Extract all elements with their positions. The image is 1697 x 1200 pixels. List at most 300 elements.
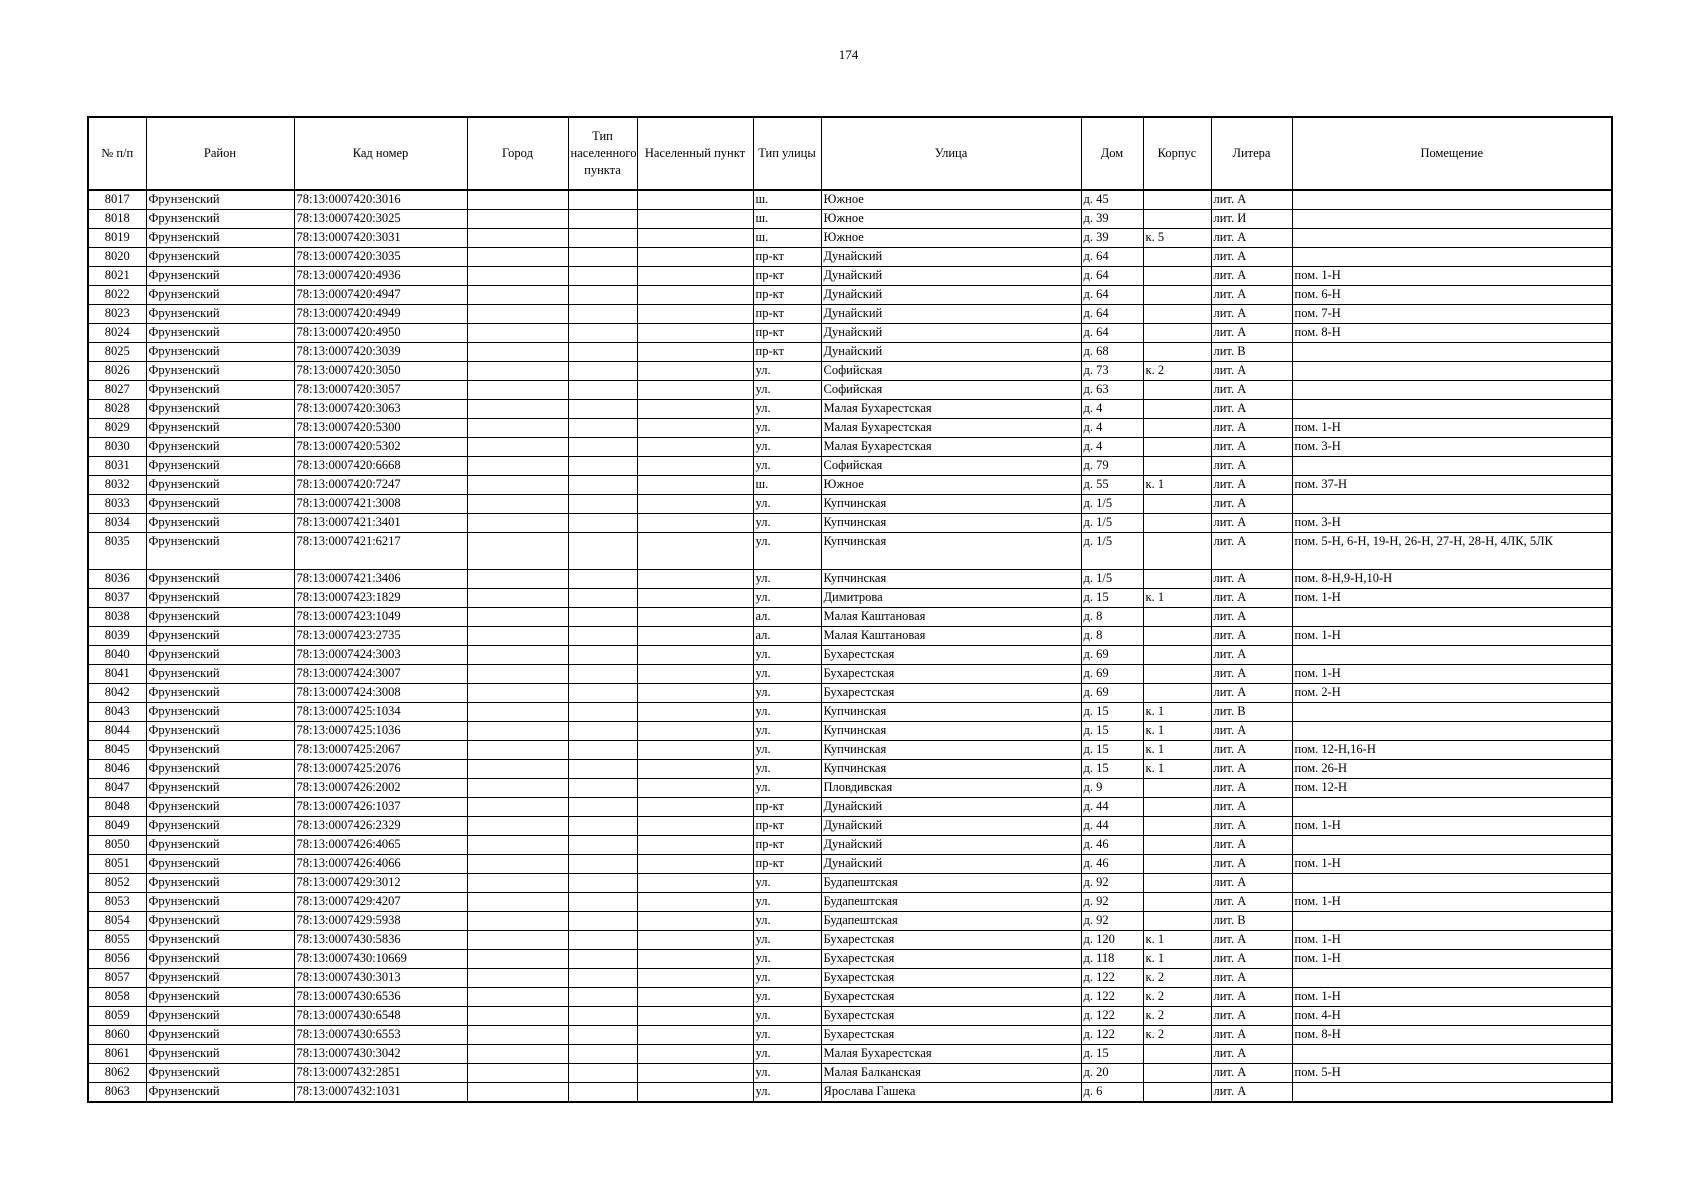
table-row [88,381,1612,400]
cell-building [1143,1064,1211,1083]
cell-building [1143,836,1211,855]
table-row [88,817,1612,836]
cell-house: д. 1/5 [1081,514,1143,533]
cell-premises: пом. 1-Н [1292,665,1612,684]
cell-city [467,950,568,969]
cell-street: Бухарестская [821,950,1081,969]
cell-letter: лит. А [1211,855,1292,874]
cell-cadastral: 78:13:0007430:6536 [294,988,467,1007]
cell-num: 8037 [88,589,146,608]
cell-settlement [637,931,753,950]
cell-street-type: пр-кт [753,836,821,855]
cell-city [467,646,568,665]
cell-letter: лит. А [1211,324,1292,343]
cell-cadastral: 78:13:0007420:3063 [294,400,467,419]
cell-street: Малая Бухарестская [821,400,1081,419]
cell-house: д. 92 [1081,874,1143,893]
cell-city [467,570,568,589]
cell-street: Малая Каштановая [821,608,1081,627]
cell-premises [1292,362,1612,381]
cell-premises [1292,646,1612,665]
cell-street: Малая Каштановая [821,627,1081,646]
cell-settlement-type [568,570,637,589]
cell-house: д. 15 [1081,589,1143,608]
cell-settlement [637,893,753,912]
cell-settlement [637,1026,753,1045]
cell-street-type: пр-кт [753,248,821,267]
cell-cadastral: 78:13:0007430:6553 [294,1026,467,1045]
cell-settlement-type [568,665,637,684]
cell-settlement-type [568,267,637,286]
cell-num: 8017 [88,190,146,210]
cell-num: 8063 [88,1083,146,1103]
cell-cadastral: 78:13:0007430:10669 [294,950,467,969]
cell-num: 8035 [88,533,146,570]
cell-num: 8034 [88,514,146,533]
cell-street: Малая Бухарестская [821,438,1081,457]
cell-cadastral: 78:13:0007424:3007 [294,665,467,684]
cell-district: Фрунзенский [146,362,294,381]
cell-settlement-type [568,495,637,514]
cell-building: к. 1 [1143,476,1211,495]
cell-letter: лит. А [1211,514,1292,533]
cell-letter: лит. А [1211,722,1292,741]
cell-city [467,305,568,324]
cell-district: Фрунзенский [146,286,294,305]
cell-district: Фрунзенский [146,912,294,931]
cell-city [467,419,568,438]
cell-district: Фрунзенский [146,760,294,779]
cell-street-type: пр-кт [753,855,821,874]
cell-cadastral: 78:13:0007425:1036 [294,722,467,741]
cell-num: 8052 [88,874,146,893]
cell-letter: лит. А [1211,248,1292,267]
table-row [88,495,1612,514]
cell-premises: пом. 1-Н [1292,419,1612,438]
cell-street: Бухарестская [821,931,1081,950]
cell-street: Купчинская [821,514,1081,533]
cell-house: д. 120 [1081,931,1143,950]
cell-house: д. 15 [1081,1045,1143,1064]
cell-letter: лит. А [1211,874,1292,893]
cell-city [467,684,568,703]
cell-premises: пом. 7-Н [1292,305,1612,324]
cell-settlement [637,589,753,608]
cell-district: Фрунзенский [146,1045,294,1064]
cell-building [1143,817,1211,836]
cell-house: д. 68 [1081,343,1143,362]
cell-settlement-type [568,741,637,760]
cell-settlement [637,741,753,760]
cell-building [1143,779,1211,798]
cell-city [467,1026,568,1045]
cell-city [467,665,568,684]
cell-district: Фрунзенский [146,665,294,684]
cell-house: д. 1/5 [1081,495,1143,514]
cell-house: д. 4 [1081,400,1143,419]
cell-premises [1292,248,1612,267]
header-letter: Литера [1211,117,1292,190]
cell-premises: пом. 3-Н [1292,514,1612,533]
cell-num: 8026 [88,362,146,381]
cell-letter: лит. А [1211,305,1292,324]
cell-district: Фрунзенский [146,457,294,476]
cell-house: д. 79 [1081,457,1143,476]
cell-num: 8058 [88,988,146,1007]
cell-cadastral: 78:13:0007432:1031 [294,1083,467,1103]
cell-settlement [637,646,753,665]
cell-settlement-type [568,457,637,476]
cell-street-type: пр-кт [753,267,821,286]
cell-cadastral: 78:13:0007425:1034 [294,703,467,722]
cell-premises [1292,836,1612,855]
cell-building: к. 2 [1143,1007,1211,1026]
header-city: Город [467,117,568,190]
cell-settlement-type [568,779,637,798]
cell-house: д. 122 [1081,969,1143,988]
cell-num: 8059 [88,1007,146,1026]
cell-num: 8021 [88,267,146,286]
cell-street: Малая Бухарестская [821,419,1081,438]
cell-cadastral: 78:13:0007430:3042 [294,1045,467,1064]
cell-letter: лит. А [1211,229,1292,248]
cell-cadastral: 78:13:0007420:4936 [294,267,467,286]
cell-settlement [637,779,753,798]
cell-letter: лит. А [1211,779,1292,798]
cell-house: д. 20 [1081,1064,1143,1083]
cell-settlement [637,703,753,722]
cell-settlement [637,722,753,741]
cell-street-type: ул. [753,703,821,722]
cell-settlement-type [568,210,637,229]
cell-cadastral: 78:13:0007432:2851 [294,1064,467,1083]
cell-cadastral: 78:13:0007420:3039 [294,343,467,362]
cell-district: Фрунзенский [146,931,294,950]
cell-building [1143,893,1211,912]
cell-letter: лит. А [1211,950,1292,969]
table-row [88,627,1612,646]
cell-settlement-type [568,533,637,570]
table-row [88,741,1612,760]
cell-house: д. 4 [1081,438,1143,457]
cell-street-type: ул. [753,741,821,760]
cell-settlement [637,343,753,362]
cell-city [467,190,568,210]
cell-premises [1292,969,1612,988]
cell-city [467,229,568,248]
cell-building: к. 1 [1143,950,1211,969]
cell-settlement-type [568,324,637,343]
cell-num: 8031 [88,457,146,476]
cell-cadastral: 78:13:0007421:6217 [294,533,467,570]
table-row [88,950,1612,969]
cell-street-type: пр-кт [753,343,821,362]
cell-city [467,627,568,646]
cell-district: Фрунзенский [146,1007,294,1026]
cell-premises: пом. 1-Н [1292,893,1612,912]
cell-street-type: пр-кт [753,798,821,817]
table-row [88,779,1612,798]
table-row [88,931,1612,950]
cell-num: 8046 [88,760,146,779]
cell-premises [1292,381,1612,400]
cell-district: Фрунзенский [146,381,294,400]
cell-premises: пом. 12-Н,16-Н [1292,741,1612,760]
cell-premises: пом. 12-Н [1292,779,1612,798]
cell-letter: лит. А [1211,533,1292,570]
cell-settlement [637,912,753,931]
cell-cadastral: 78:13:0007420:3025 [294,210,467,229]
table-row [88,286,1612,305]
cell-building: к. 1 [1143,931,1211,950]
cell-premises: пом. 1-Н [1292,988,1612,1007]
cell-settlement-type [568,722,637,741]
cell-premises: пом. 37-Н [1292,476,1612,495]
cell-house: д. 39 [1081,210,1143,229]
cell-district: Фрунзенский [146,1064,294,1083]
cell-building [1143,381,1211,400]
cell-street: Дунайский [821,305,1081,324]
cell-cadastral: 78:13:0007425:2076 [294,760,467,779]
cell-building [1143,286,1211,305]
cell-city [467,381,568,400]
cell-district: Фрунзенский [146,627,294,646]
cell-settlement-type [568,855,637,874]
cell-building: к. 1 [1143,703,1211,722]
cell-letter: лит. В [1211,343,1292,362]
header-district: Район [146,117,294,190]
cell-building [1143,438,1211,457]
cell-street: Бухарестская [821,969,1081,988]
cell-city [467,817,568,836]
cell-settlement [637,969,753,988]
cell-house: д. 15 [1081,722,1143,741]
cell-building [1143,627,1211,646]
cell-settlement-type [568,703,637,722]
cell-letter: лит. А [1211,286,1292,305]
cell-district: Фрунзенский [146,874,294,893]
cell-num: 8023 [88,305,146,324]
cell-cadastral: 78:13:0007426:2329 [294,817,467,836]
cell-premises [1292,343,1612,362]
header-settlement: Населенный пункт [637,117,753,190]
cell-num: 8039 [88,627,146,646]
cell-building [1143,874,1211,893]
cell-settlement [637,286,753,305]
cell-settlement [637,267,753,286]
cell-house: д. 92 [1081,912,1143,931]
cell-settlement-type [568,874,637,893]
cell-settlement [637,190,753,210]
cell-city [467,798,568,817]
cell-street-type: ул. [753,438,821,457]
cell-settlement-type [568,1026,637,1045]
cell-premises [1292,210,1612,229]
table-row [88,570,1612,589]
cell-num: 8033 [88,495,146,514]
cell-house: д. 6 [1081,1083,1143,1103]
cell-letter: лит. И [1211,210,1292,229]
cell-district: Фрунзенский [146,608,294,627]
cell-district: Фрунзенский [146,210,294,229]
cell-district: Фрунзенский [146,779,294,798]
cell-house: д. 73 [1081,362,1143,381]
cell-num: 8057 [88,969,146,988]
cell-building: к. 2 [1143,1026,1211,1045]
cell-street: Дунайский [821,267,1081,286]
cell-city [467,703,568,722]
cell-letter: лит. А [1211,665,1292,684]
table-row [88,267,1612,286]
cell-cadastral: 78:13:0007430:5836 [294,931,467,950]
cell-district: Фрунзенский [146,267,294,286]
cell-street: Южное [821,476,1081,495]
cell-premises [1292,400,1612,419]
cell-settlement-type [568,381,637,400]
cell-building [1143,684,1211,703]
cell-city [467,457,568,476]
cell-cadastral: 78:13:0007426:4066 [294,855,467,874]
cell-house: д. 46 [1081,855,1143,874]
cell-city [467,931,568,950]
cell-cadastral: 78:13:0007420:7247 [294,476,467,495]
cell-street-type: ул. [753,1026,821,1045]
cell-house: д. 1/5 [1081,570,1143,589]
cell-street-type: ул. [753,969,821,988]
cell-house: д. 44 [1081,817,1143,836]
page-number: 174 [838,47,859,62]
cell-city [467,210,568,229]
cell-cadastral: 78:13:0007420:6668 [294,457,467,476]
cell-num: 8054 [88,912,146,931]
cell-house: д. 92 [1081,893,1143,912]
cell-num: 8041 [88,665,146,684]
cell-settlement-type [568,931,637,950]
cell-district: Фрунзенский [146,1083,294,1103]
cell-settlement-type [568,514,637,533]
cell-settlement [637,438,753,457]
cell-cadastral: 78:13:0007426:2002 [294,779,467,798]
cell-street-type: ул. [753,589,821,608]
cell-letter: лит. А [1211,1083,1292,1103]
table-row [88,190,1612,210]
table-row [88,305,1612,324]
cell-settlement [637,362,753,381]
cell-settlement [637,798,753,817]
cell-premises: пом. 1-Н [1292,627,1612,646]
cell-city [467,286,568,305]
cell-letter: лит. А [1211,267,1292,286]
cell-city [467,1007,568,1026]
cell-house: д. 64 [1081,286,1143,305]
cell-cadastral: 78:13:0007424:3003 [294,646,467,665]
cell-cadastral: 78:13:0007426:4065 [294,836,467,855]
cell-num: 8028 [88,400,146,419]
cell-settlement [637,305,753,324]
cell-premises [1292,608,1612,627]
cell-street: Малая Балканская [821,1064,1081,1083]
table-row [88,760,1612,779]
cell-num: 8060 [88,1026,146,1045]
cell-building [1143,324,1211,343]
cell-settlement-type [568,305,637,324]
cell-premises [1292,457,1612,476]
cell-letter: лит. А [1211,1007,1292,1026]
cell-house: д. 1/5 [1081,533,1143,570]
cell-settlement [637,665,753,684]
cell-house: д. 45 [1081,190,1143,210]
cell-letter: лит. А [1211,381,1292,400]
cell-city [467,1064,568,1083]
cell-letter: лит. А [1211,893,1292,912]
cell-district: Фрунзенский [146,495,294,514]
cell-building [1143,267,1211,286]
cell-district: Фрунзенский [146,1026,294,1045]
cell-city [467,589,568,608]
cell-letter: лит. А [1211,969,1292,988]
table-row [88,874,1612,893]
cell-district: Фрунзенский [146,684,294,703]
cell-settlement-type [568,912,637,931]
cell-street: Софийская [821,362,1081,381]
cell-district: Фрунзенский [146,570,294,589]
cell-district: Фрунзенский [146,190,294,210]
cell-street: Будапештская [821,874,1081,893]
cell-letter: лит. А [1211,570,1292,589]
cell-building: к. 1 [1143,589,1211,608]
cell-city [467,495,568,514]
cell-building [1143,343,1211,362]
cell-city [467,267,568,286]
cell-settlement [637,627,753,646]
cell-letter: лит. А [1211,684,1292,703]
table-row [88,684,1612,703]
table-row [88,608,1612,627]
cell-city [467,514,568,533]
cell-settlement-type [568,400,637,419]
cell-building [1143,570,1211,589]
cell-settlement-type [568,646,637,665]
cell-premises: пом. 1-Н [1292,267,1612,286]
cell-cadastral: 78:13:0007426:1037 [294,798,467,817]
cell-settlement-type [568,343,637,362]
cell-num: 8042 [88,684,146,703]
cell-district: Фрунзенский [146,324,294,343]
cell-num: 8048 [88,798,146,817]
cell-street: Купчинская [821,722,1081,741]
cell-city [467,400,568,419]
cell-street: Будапештская [821,893,1081,912]
cell-settlement-type [568,190,637,210]
cell-cadastral: 78:13:0007429:5938 [294,912,467,931]
cell-house: д. 69 [1081,684,1143,703]
cell-street: Южное [821,229,1081,248]
cell-num: 8050 [88,836,146,855]
cell-house: д. 64 [1081,248,1143,267]
cell-settlement [637,760,753,779]
cell-letter: лит. А [1211,817,1292,836]
cell-district: Фрунзенский [146,343,294,362]
cell-num: 8053 [88,893,146,912]
cell-district: Фрунзенский [146,646,294,665]
cell-letter: лит. А [1211,798,1292,817]
cell-cadastral: 78:13:0007420:4949 [294,305,467,324]
cell-street: Южное [821,210,1081,229]
cell-house: д. 69 [1081,665,1143,684]
cell-city [467,248,568,267]
cell-city [467,1083,568,1103]
table-row [88,665,1612,684]
